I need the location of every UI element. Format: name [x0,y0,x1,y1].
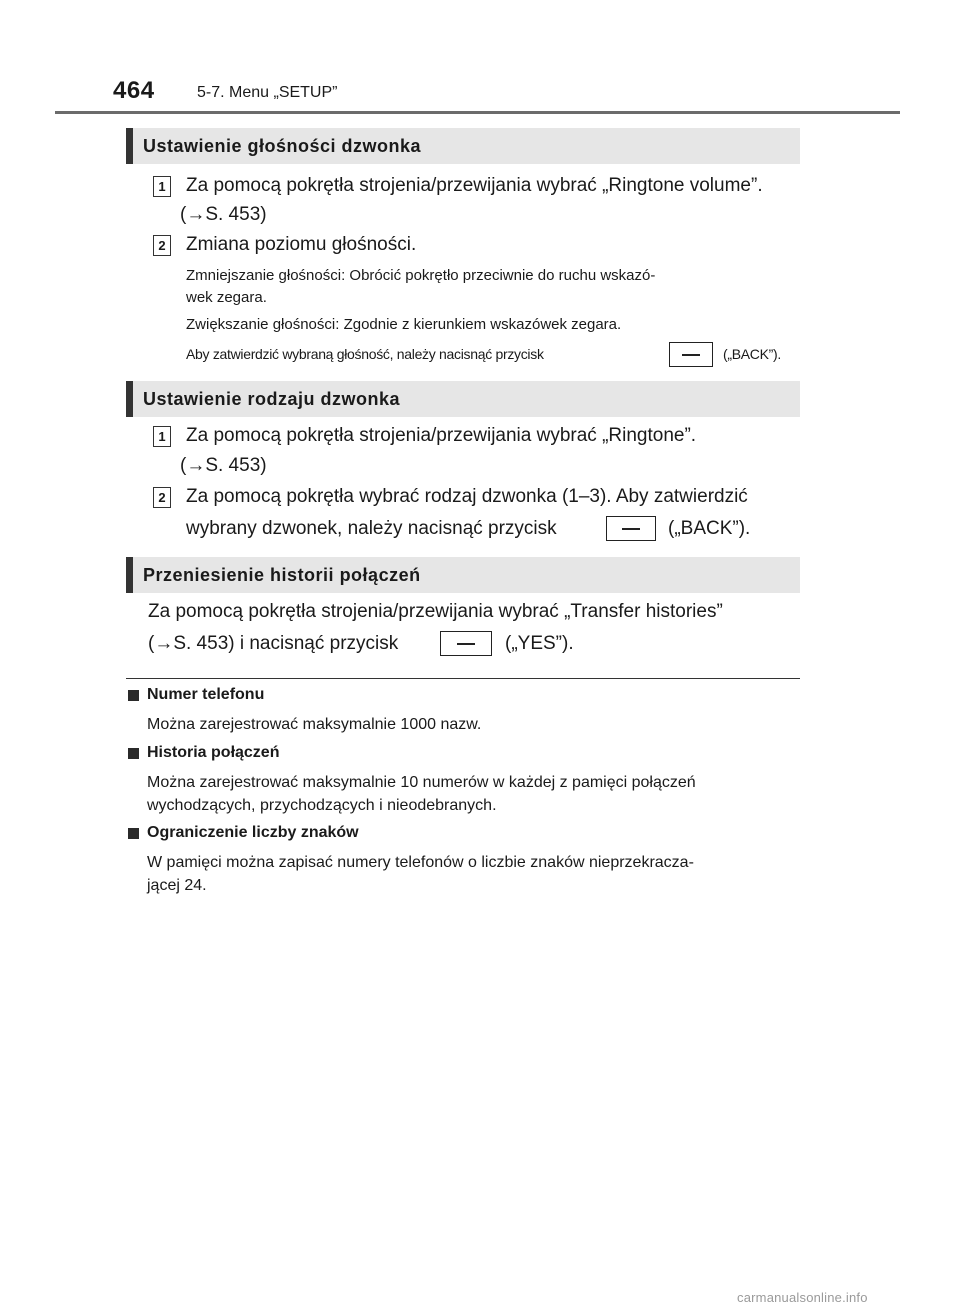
notes-divider [126,678,800,679]
step-text: wybrany dzwonek, należy nacisnąć przycisk [186,518,557,539]
yes-button-symbol [440,631,492,656]
watermark: carmanualsonline.info [737,1290,868,1305]
dash-icon [457,643,475,645]
square-bullet-icon [128,828,139,839]
section-title: Ustawienie rodzaju dzwonka [143,389,401,409]
section-header-ringtone-type [126,381,800,417]
header-rule [55,111,900,114]
body-text: („YES”). [505,633,574,654]
step-badge: 2 [153,487,171,508]
note-title: Numer telefonu [147,686,265,703]
square-bullet-icon [128,690,139,701]
page-header [0,0,960,116]
substep-text: wek zegara. [186,289,267,306]
back-button-symbol [669,342,713,367]
step-text: Zmiana poziomu głośności. [186,234,417,255]
note-title: Ograniczenie liczby znaków [147,824,359,841]
step-text: („BACK”). [668,518,751,539]
body-text: (→S. 453) i nacisnąć przycisk [148,633,399,654]
page-number: 464 [113,77,155,104]
section-header-transfer-history [126,557,800,593]
step-badge: 1 [153,426,171,447]
step-text: Za pomocą pokrętła wybrać rodzaj dzwonka (1–3). Aby zatwierdzić [186,486,748,507]
substep-text: Zmniejszanie głośności: Obrócić pokrętło przeciwnie do ruchu wskazó- [186,267,656,284]
back-button-symbol [606,516,656,541]
step-text: Za pomocą pokrętła strojenia/przewijania wybrać „Ringtone volume”. [186,175,763,196]
substep-text: Zwiększanie głośności: Zgodnie z kierunkiem wskazówek zegara. [186,316,622,333]
step-badge: 2 [153,235,171,256]
note-title: Historia połączeń [147,744,280,761]
page-reference: (→S. 453) [180,455,267,476]
section-marker-bar [126,557,133,593]
page-reference: (→S. 453) [180,204,267,225]
substep-text: („BACK”). [723,346,781,362]
section-title: Przeniesienie historii połączeń [143,565,421,585]
note-body: Można zarejestrować maksymalnie 1000 nazw. [147,716,482,733]
dash-icon [622,528,640,530]
section-header-ringtone-volume [126,128,800,164]
substep-text: Aby zatwierdzić wybraną głośność, należy nacisnąć przycisk [186,346,544,362]
step-text: Za pomocą pokrętła strojenia/przewijania wybrać „Ringtone”. [186,425,697,446]
note-body: wychodzących, przychodzących i nieodebranych. [147,797,497,814]
note-body: jącej 24. [147,877,207,894]
note-body: Można zarejestrować maksymalnie 10 numerów w każdej z pamięci połączeń [147,774,696,791]
step-badge: 1 [153,176,171,197]
section-marker-bar [126,381,133,417]
section-marker-bar [126,128,133,164]
dash-icon [682,354,700,356]
chapter-title: 5-7. Menu „SETUP” [197,84,338,101]
note-body: W pamięci można zapisać numery telefonów o liczbie znaków nieprzekracza- [147,854,694,871]
square-bullet-icon [128,748,139,759]
section-title: Ustawienie głośności dzwonka [143,136,422,156]
body-text: Za pomocą pokrętła strojenia/przewijania wybrać „Transfer histories” [148,601,723,622]
